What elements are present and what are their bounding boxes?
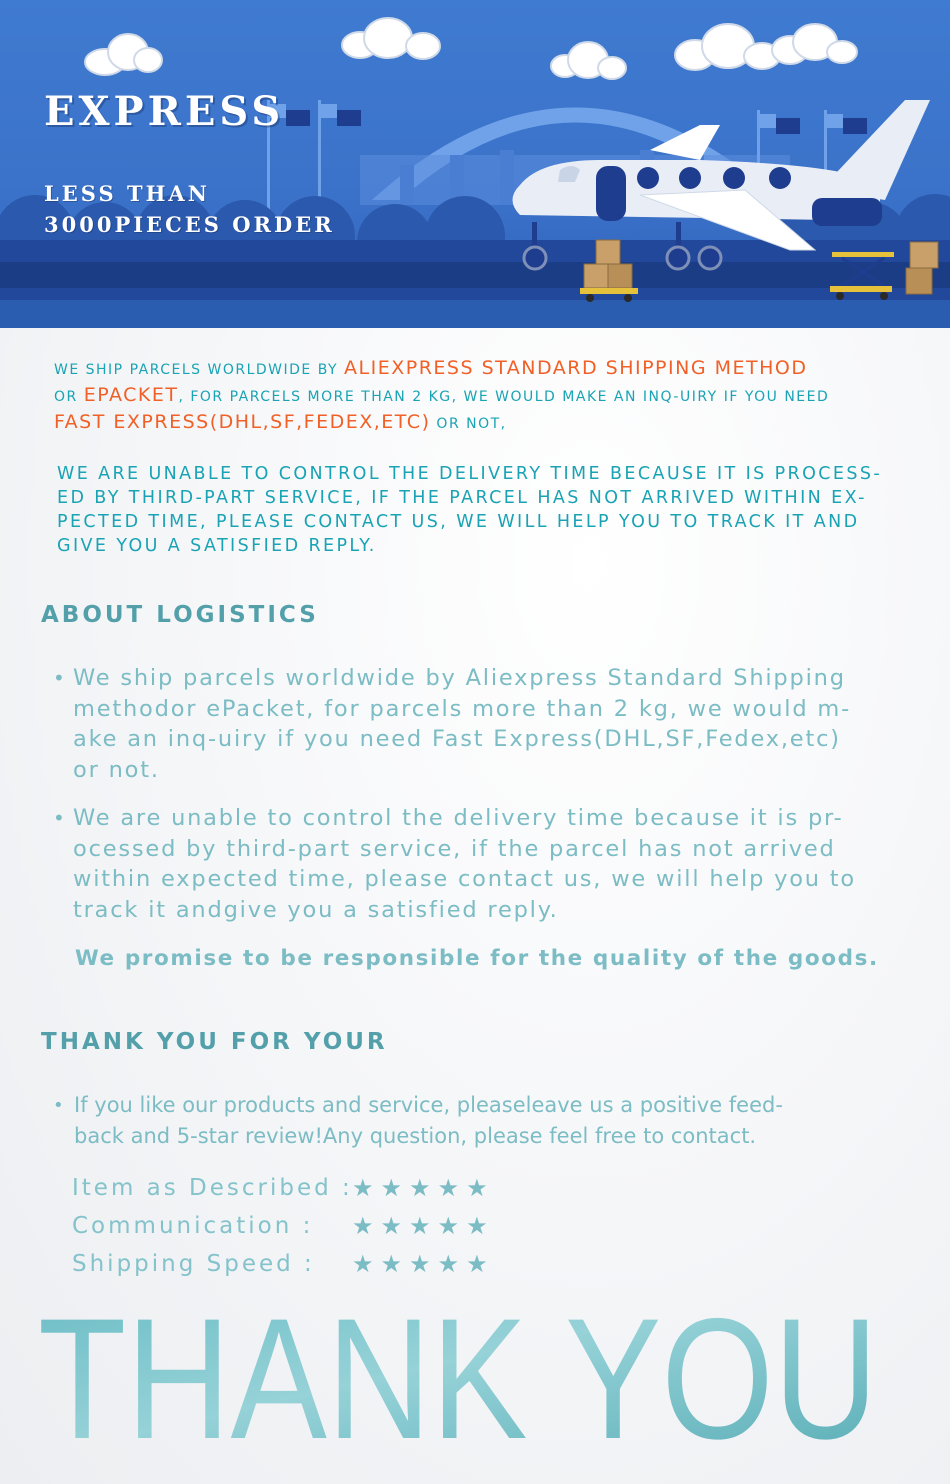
cloud-icon [772, 24, 857, 64]
delivery-line: PECTED TIME, PLEASE CONTACT US, WE WILL HELP YOU TO TRACK IT AND [57, 512, 860, 532]
intro-text: OR [54, 389, 84, 405]
cloud-icon [85, 34, 162, 75]
logistics-heading: ABOUT LOGISTICS [41, 602, 319, 628]
bullet-icon: • [53, 806, 67, 830]
cloud-icon [675, 24, 780, 70]
banner-illustration [0, 0, 950, 328]
intro-highlight-method: ALIEXPRESS STANDARD SHIPPING METHOD [344, 357, 808, 379]
thank-you-graphic [0, 1300, 950, 1460]
intro-text: , FOR PARCELS MORE THAN 2 KG, WE WOULD MAKE AN INQ-UIRY IF YOU NEED [178, 389, 830, 405]
intro-highlight-epacket: EPACKET [83, 384, 179, 406]
banner-title: EXPRESS [44, 88, 285, 135]
bullet-line: If you like our products and service, pleaseleave us a positive feed- [74, 1093, 783, 1117]
shipping-intro [54, 356, 914, 437]
delivery-line: ED BY THIRD-PART SERVICE, IF THE PARCEL HAS NOT ARRIVED WITHIN EX- [57, 488, 867, 508]
rating-label-communication: Communication : [72, 1213, 314, 1239]
cloud-icon [342, 18, 440, 59]
bullet-line: ake an inq-uiry if you need Fast Express(DHL,SF,Fedex,etc) [73, 726, 841, 752]
bullet-line: or not. [73, 756, 160, 783]
intro-text: WE SHIP PARCELS WORLDWIDE BY [54, 362, 345, 378]
bullet-icon: • [53, 666, 67, 690]
feedback-bullet [53, 1090, 783, 1152]
rating-label-shipping-speed: Shipping Speed : [72, 1251, 315, 1277]
intro-text: OR NOT, [430, 416, 507, 432]
cloud-icon [551, 42, 626, 79]
logistics-bullet-1 [53, 663, 873, 785]
thank-you-text: THANK YOU [38, 1300, 878, 1460]
bullet-line: We are unable to control the delivery time because it is pr- [73, 805, 844, 831]
banner-subtitle-line2: 3000PIECES ORDER [44, 212, 335, 237]
logistics-bullet-2 [53, 803, 873, 925]
quality-promise: We promise to be responsible for the quality of the goods. [75, 946, 879, 971]
bullet-line: We ship parcels worldwide by Aliexpress Standard Shipping [73, 665, 846, 691]
thanks-heading: THANK YOU FOR YOUR [41, 1029, 388, 1055]
delivery-notice [57, 462, 927, 558]
express-banner [0, 0, 950, 328]
bullet-line: within expected time, please contact us, we will help you to [73, 866, 856, 892]
bullet-icon: • [53, 1095, 64, 1116]
delivery-line: WE ARE UNABLE TO CONTROL THE DELIVERY TIME BECAUSE IT IS PROCESS- [57, 464, 883, 484]
star-rating-icon: ★★★★★ [352, 1250, 495, 1278]
banner-subtitle-line1: LESS THAN [44, 181, 210, 206]
bullet-line: track it andgive you a satisfied reply. [73, 896, 559, 923]
rating-label-item-described: Item as Described : [72, 1175, 353, 1201]
delivery-line: GIVE YOU A SATISFIED REPLY. [57, 536, 377, 556]
bullet-line: ocessed by third-part service, if the parcel has not arrived [73, 835, 836, 862]
bullet-line: methodor ePacket, for parcels more than 2 kg, we would m- [73, 695, 852, 722]
star-rating-icon: ★★★★★ [352, 1174, 495, 1202]
bullet-line: back and 5-star review!Any question, please feel free to contact. [74, 1124, 757, 1148]
star-rating-icon: ★★★★★ [352, 1212, 495, 1240]
intro-highlight-express: FAST EXPRESS(DHL,SF,FEDEX,ETC) [54, 411, 431, 433]
